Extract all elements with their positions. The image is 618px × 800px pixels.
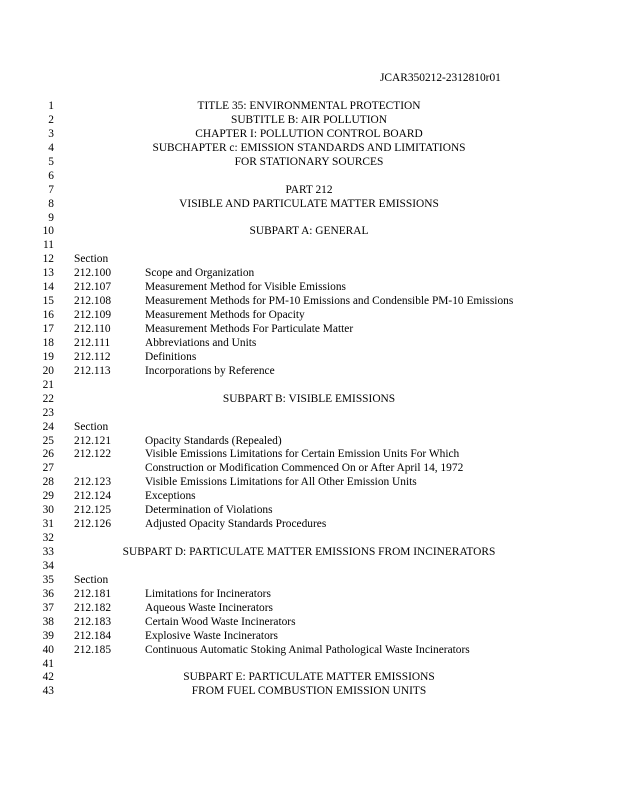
line-number: 3 [48,127,54,140]
document-line [0,114,618,128]
heading-text: FROM FUEL COMBUSTION EMISSION UNITS [191,685,427,698]
line-number: 29 [42,490,54,503]
line-number: 19 [42,350,54,363]
section-title: Explosive Waste Incinerators [145,629,278,642]
section-label: Section [74,420,109,433]
heading-text: TITLE 35: ENVIRONMENTAL PROTECTION [197,100,421,112]
centered-heading [0,142,618,156]
line-number: 6 [48,169,54,182]
centered-heading [0,114,618,128]
centered-heading [0,128,618,142]
document-line [0,616,618,630]
line-number: 33 [42,546,54,558]
line-number: 15 [42,295,54,308]
document-line [0,671,618,685]
document-line [0,462,618,476]
line-number: 32 [42,532,54,545]
document-line [0,225,618,239]
document-id: JCAR350212-2312810r01 [380,72,501,84]
centered-heading [0,156,618,170]
centered-heading [0,184,618,198]
document-line [0,560,618,574]
document-line [0,128,618,142]
section-number: 212.183 [74,615,112,628]
section-number: 212.110 [74,323,111,335]
document-line [0,239,618,253]
line-number: 38 [42,615,54,628]
centered-heading [0,671,618,685]
document-line [0,281,618,295]
document-line [0,448,618,462]
line-number: 5 [48,155,54,168]
document-line [0,212,618,226]
document-line [0,393,618,407]
line-number: 7 [48,183,54,196]
line-number: 13 [42,267,54,280]
section-title: Adjusted Opacity Standards Procedures [145,518,327,531]
heading-text: SUBTITLE B: AIR POLLUTION [231,113,387,126]
document-line [0,504,618,518]
numbered-lines [0,100,618,699]
line-number: 34 [42,559,54,572]
document-line [0,644,618,658]
heading-text: SUBPART E: PARTICULATE MATTER EMISSIONS [183,671,435,684]
line-number: 21 [42,378,54,391]
line-number: 23 [42,406,54,419]
section-title: Measurement Method for Visible Emissions [145,281,346,294]
section-title: Exceptions [145,490,196,503]
heading-text: CHAPTER I: POLLUTION CONTROL BOARD [195,127,423,140]
document-line [0,267,618,281]
line-number: 9 [48,211,54,224]
line-number: 25 [42,434,54,447]
line-number: 10 [42,225,54,238]
section-title: Measurement Methods For Particulate Matter [145,323,354,335]
line-number: 40 [42,643,54,656]
document-line [0,379,618,393]
section-label: Section [74,253,109,266]
line-number: 2 [48,113,54,126]
section-number: 212.111 [74,336,111,349]
section-number: 212.123 [74,476,112,489]
document-line [0,100,618,114]
line-number: 4 [48,141,54,154]
line-number: 43 [42,685,54,698]
centered-heading [0,546,618,560]
section-number: 212.100 [74,267,112,280]
line-number: 35 [42,573,54,586]
section-number: 212.122 [74,448,112,461]
line-number: 16 [42,309,54,322]
centered-heading [0,225,618,239]
heading-text: SUBPART B: VISIBLE EMISSIONS [222,392,396,405]
centered-heading [0,393,618,407]
document-line [0,198,618,212]
document-line [0,407,618,421]
line-number: 24 [42,420,54,433]
section-number: 212.181 [74,587,112,600]
section-title: Construction or Modification Commenced On or After April 14, 1972 [145,462,464,475]
heading-text: SUBPART D: PARTICULATE MATTER EMISSIONS FROM INCINERATORS [122,546,496,558]
section-number: 212.108 [74,295,112,308]
heading-text: VISIBLE AND PARTICULATE MATTER EMISSIONS [179,197,439,210]
section-number: 212.182 [74,601,112,614]
document-line [0,658,618,672]
section-number: 212.125 [74,504,112,517]
section-title: Measurement Methods for PM-10 Emissions and Condensible PM-10 Emissions [145,295,514,308]
document-line [0,309,618,323]
section-number: 212.185 [74,643,112,656]
document-line [0,518,618,532]
heading-text: SUBPART A: GENERAL [249,225,369,238]
document-line [0,295,618,309]
line-number: 41 [42,657,54,670]
line-number: 30 [42,504,54,517]
section-title: Visible Emissions Limitations for All Other Emission Units [145,476,417,489]
document-line [0,337,618,351]
line-number: 18 [42,336,54,349]
line-number: 14 [42,281,54,294]
document-line [0,588,618,602]
document-line [0,421,618,435]
line-number: 17 [42,323,54,335]
line-number: 11 [43,239,54,252]
line-number: 37 [42,601,54,614]
centered-heading [0,100,618,114]
document-line [0,170,618,184]
section-title: Measurement Methods for Opacity [145,309,305,322]
document-line [0,435,618,449]
section-title: Opacity Standards (Repealed) [145,434,282,447]
section-title: Aqueous Waste Incinerators [145,601,273,614]
section-number: 212.112 [74,350,111,363]
document-line [0,685,618,699]
line-number: 26 [42,448,54,461]
document-line [0,323,618,337]
centered-heading [0,198,618,212]
document-line [0,351,618,365]
heading-text: FOR STATIONARY SOURCES [234,155,384,168]
line-number: 31 [42,518,54,531]
section-title: Incorporations by Reference [145,364,275,377]
section-title: Certain Wood Waste Incinerators [145,615,296,628]
section-title: Limitations for Incinerators [145,587,271,600]
centered-heading [0,685,618,699]
document-line [0,574,618,588]
document-line [0,602,618,616]
line-number: 39 [42,629,54,642]
document-line [0,184,618,198]
document-line [0,476,618,490]
line-number: 28 [42,476,54,489]
section-number: 212.126 [74,518,112,531]
section-title: Abbreviations and Units [145,336,257,349]
line-number: 12 [42,253,54,266]
heading-text: SUBCHAPTER c: EMISSION STANDARDS AND LIMITATIONS [152,141,466,154]
line-number: 36 [42,587,54,600]
document-line [0,142,618,156]
line-number: 22 [42,392,54,405]
document-line [0,156,618,170]
document-line [0,532,618,546]
heading-text: PART 212 [285,183,333,196]
line-number: 27 [42,462,54,475]
section-label: Section [74,573,109,586]
document-line [0,630,618,644]
line-number: 20 [42,364,54,377]
section-number: 212.121 [74,434,112,447]
section-number: 212.113 [74,364,111,377]
line-number: 8 [48,197,54,210]
section-title: Scope and Organization [145,267,255,280]
section-number: 212.109 [74,309,112,322]
section-title: Definitions [145,350,197,363]
section-title: Determination of Violations [145,504,273,517]
line-number: 42 [42,671,54,684]
line-number: 1 [48,100,54,112]
document-line [0,546,618,560]
document-line [0,253,618,267]
section-number: 212.107 [74,281,112,294]
section-number: 212.184 [74,629,112,642]
section-number: 212.124 [74,490,112,503]
section-title: Visible Emissions Limitations for Certain Emission Units For Which [145,448,460,461]
section-title: Continuous Automatic Stoking Animal Pathological Waste Incinerators [145,643,470,656]
document-line [0,365,618,379]
document-line [0,490,618,504]
